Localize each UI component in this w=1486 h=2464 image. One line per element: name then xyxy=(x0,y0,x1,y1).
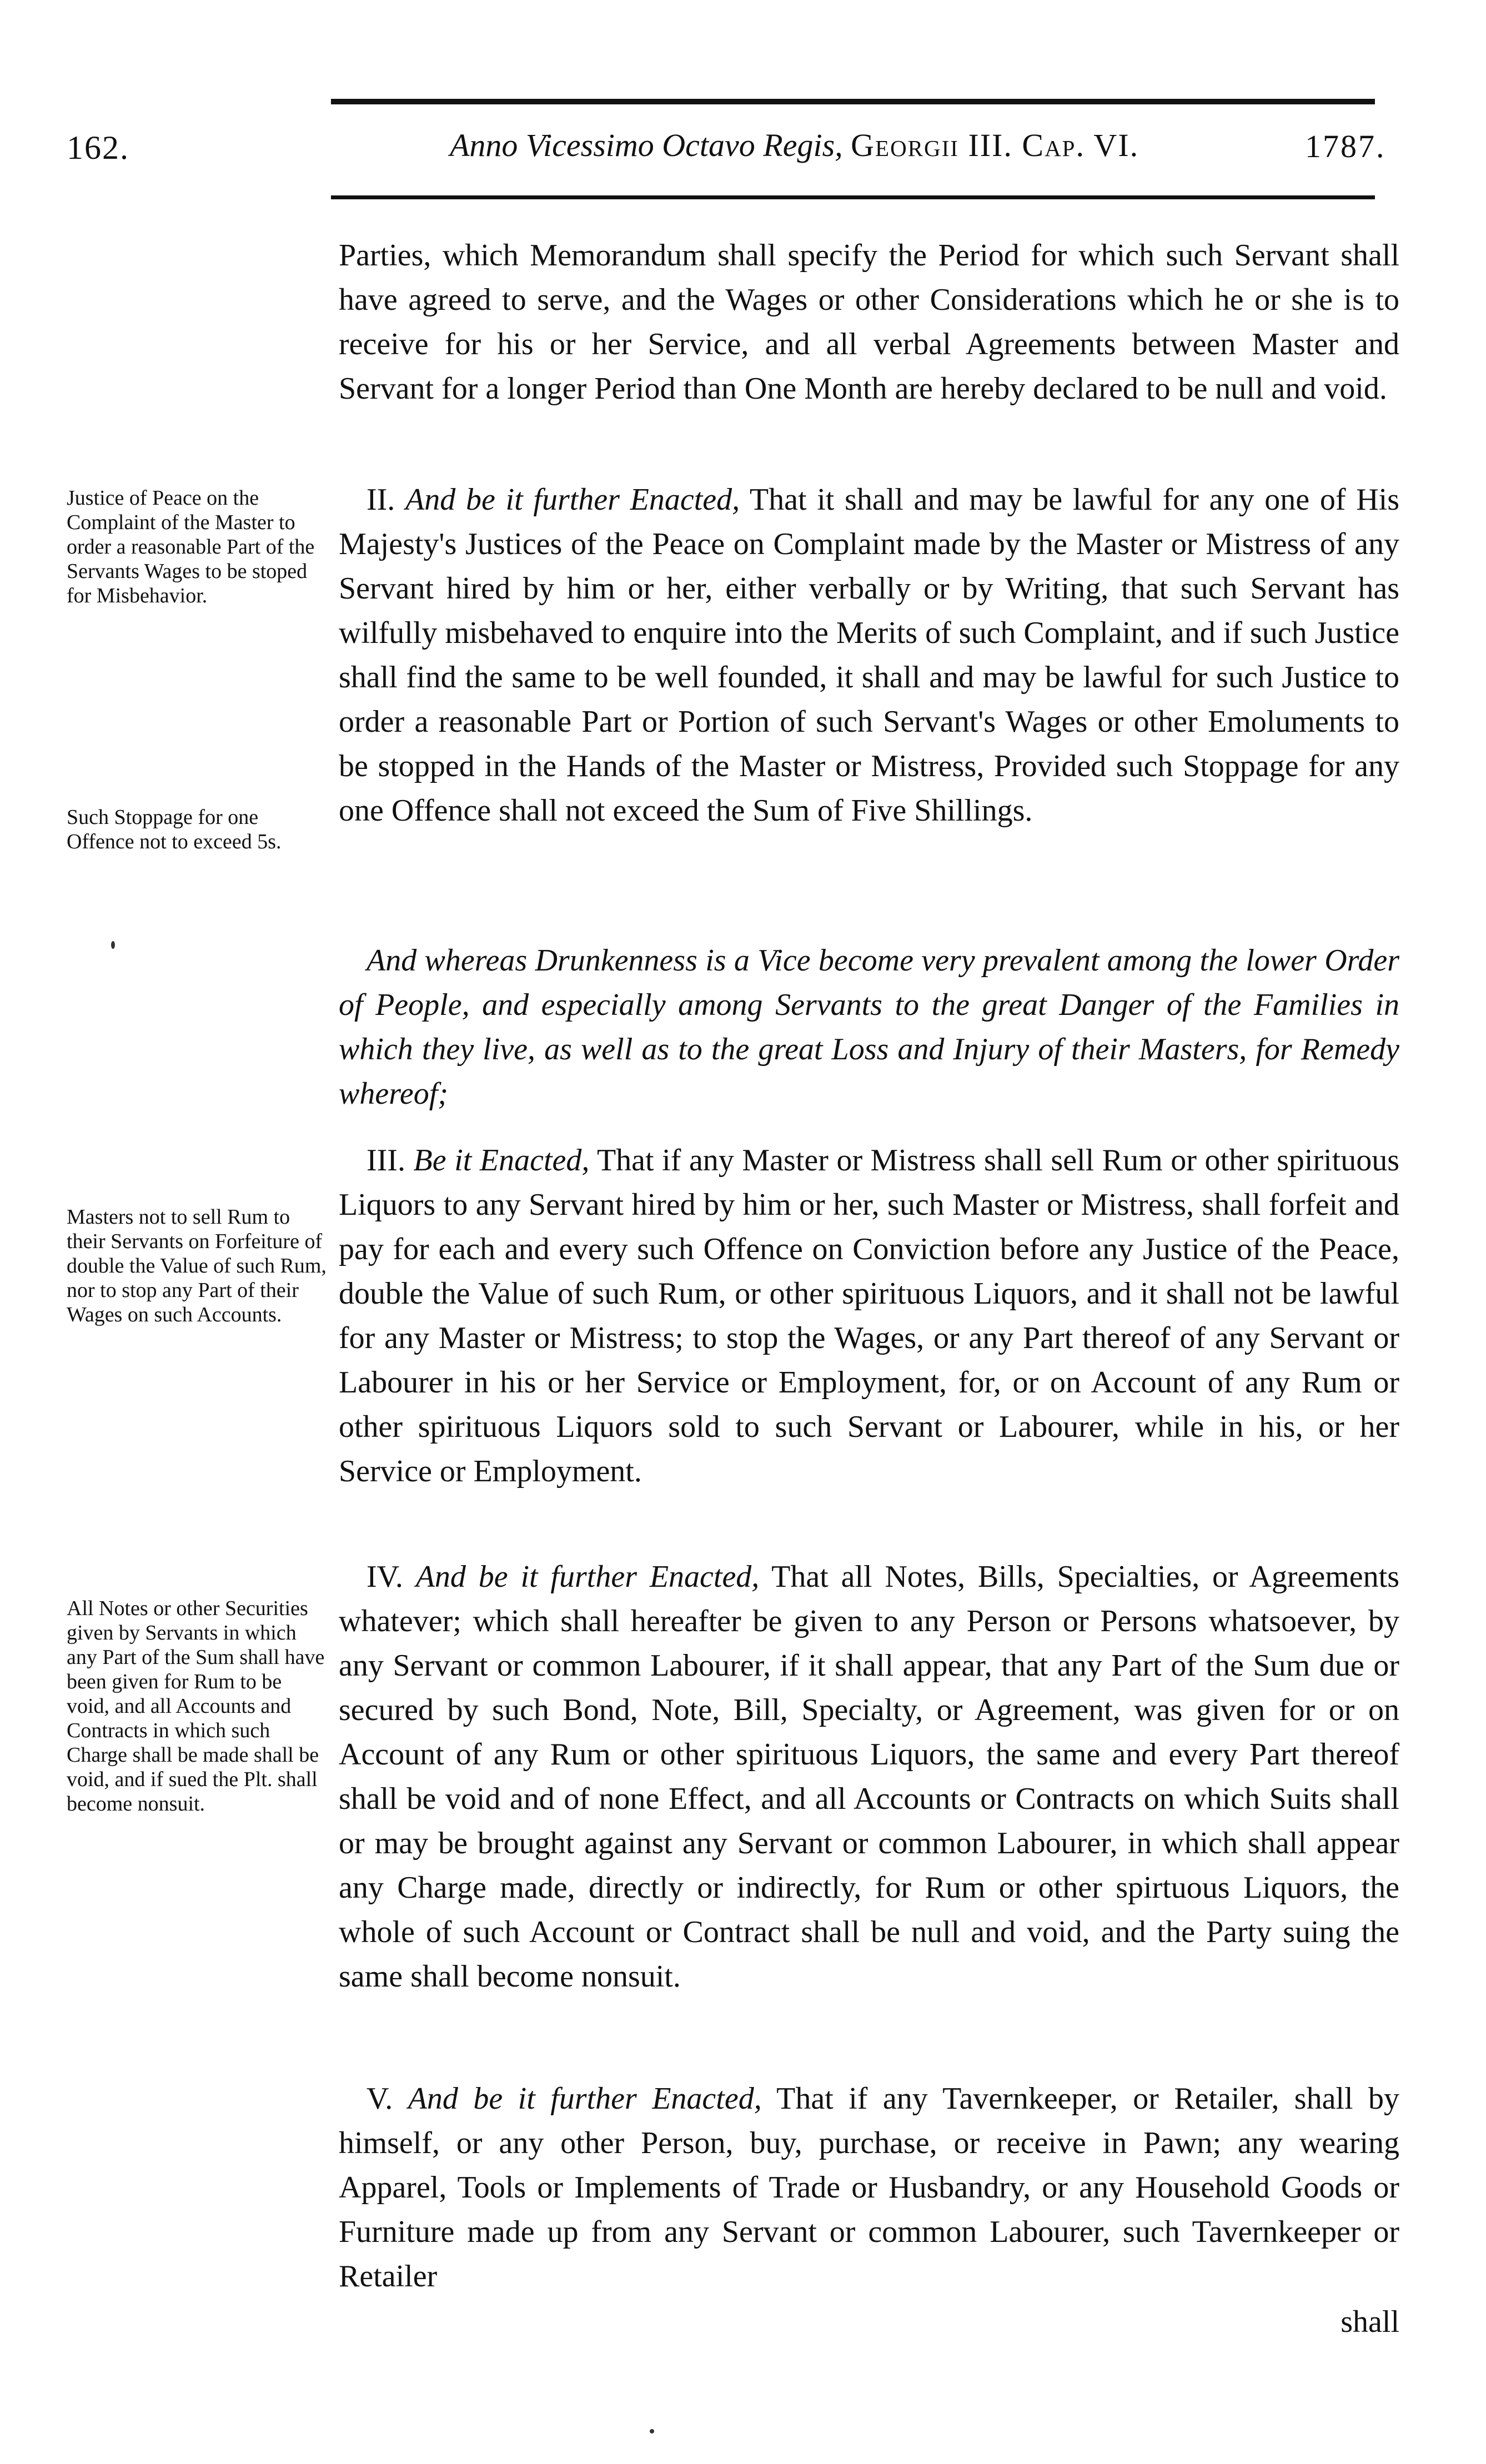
section-v-number: V. xyxy=(367,2081,393,2116)
section-ii xyxy=(339,477,1399,833)
margin-note-stoppage-limit: Such Stoppage for one Offence not to exceed 5s. xyxy=(67,806,282,853)
section-v-text: That if any Tavernkeeper, or Retailer, shall by himself, or any other Person, buy, purchase, or receive in Pawn; any wearing Apparel, Tools or Implements of Trade or Husbandry, or any Household Goods or Furniture made up from any Servant or common Labourer, such Tavernkeeper or Retailer xyxy=(339,2081,1399,2294)
header-rule-top xyxy=(331,99,1375,104)
section-iii-formula: Be it Enacted, xyxy=(413,1143,590,1178)
running-head-year: 1787. xyxy=(1305,128,1386,164)
margin-note-justice-complaint: Justice of Peace on the Complaint of the Master to order a reasonable Part of the Servants Wages to be stoped for Misbehavior. xyxy=(67,486,315,607)
section-iv xyxy=(339,1555,1399,1999)
running-head-regnal-year: Anno Vicessimo Octavo Regis, xyxy=(450,127,843,163)
section-ii-number: II. xyxy=(367,482,395,517)
section-iv-formula: And be it further Enacted, xyxy=(415,1560,760,1594)
section-v-formula: And be it further Enacted, xyxy=(408,2081,762,2116)
section-v xyxy=(339,2076,1399,2299)
running-head-chapter: Georgii III. Cap. VI. xyxy=(851,127,1139,163)
page-number: 162. xyxy=(67,129,129,166)
margin-note-masters-rum: Masters not to sell Rum to their Servants on Forfeiture of double the Value of such Rum, nor to stop any Part of their Wages on such Accounts. xyxy=(67,1205,327,1326)
margin-note-notes-void: All Notes or other Securities given by Servants in which any Part of the Sum shall have been given for Rum to be void, and all Accounts and Contracts in which such Charge shall be made shall be void, and if sued the Plt. shall become nonsuit. xyxy=(67,1597,325,1816)
preamble-drunkenness xyxy=(339,938,1399,1116)
print-speck xyxy=(650,2429,654,2433)
section-iv-text: That all Notes, Bills, Specialties, or Agreements whatever; which shall hereafter be given to any Person or Persons whatsoever, by any Servant or common Labourer, if it shall appear, that any Part of the Sum due or secured by such Bond, Note, Bill, Specialty, or Agreement, was given for or on Account of any Rum or other spirituous Liquors, the same and every Part thereof shall be void and of none Effect, and all Accounts or Contracts on which Suits shall or may be brought against any Servant or common Labourer, in which shall appear any Charge made, directly or indirectly, for Rum or other spirtuous Liquors, the whole of such Account or Contract shall be null and void, and the Party suing the same shall become nonsuit. xyxy=(339,1560,1399,1994)
catchword: shall xyxy=(1341,2305,1399,2339)
section-iii xyxy=(339,1138,1399,1494)
section-ii-text: That it shall and may be lawful for any one of His Majesty's Justices of the Peace on Complaint made by the Master or Mistress of any Servant hired by him or her, either verbally or by Writing, that such Servant has wilfully misbehaved to enquire into the Merits of such Complaint, and if such Justice shall find the same to be well founded, it shall and may be lawful for such Justice to order a reasonable Part or Portion of such Servant's Wages or other Emoluments to be stopped in the Hands of the Master or Mistress, Provided such Stoppage for any one Offence shall not exceed the Sum of Five Shillings. xyxy=(339,482,1400,828)
preamble-drunkenness-text: And whereas Drunkenness is a Vice become very prevalent among the lower Order of People, and especially among Servants to the great Danger of the Families in which they live, as well as to the great Loss and Injury of their Masters, for Remedy whereof; xyxy=(339,943,1399,1111)
section-iii-text: That if any Master or Mistress shall sell Rum or other spirituous Liquors to any Servant hired by him or her, such Master or Mistress, shall forfeit and pay for each and every such Offence on Conviction before any Justice of the Peace, double the Value of such Rum, or other spirituous Liquors, and it shall not be lawful for any Master or Mistress; to stop the Wages, or any Part thereof of any Servant or Labourer in his or her Service or Employment, for, or on Account of any Rum or other spirituous Liquors sold to such Servant or Labourer, while in his, or her Service or Employment. xyxy=(339,1143,1400,1489)
header-rule-bottom xyxy=(331,195,1375,199)
section-iv-number: IV. xyxy=(367,1560,403,1594)
running-head xyxy=(450,127,1386,164)
section-ii-formula: And be it further Enacted, xyxy=(405,482,740,517)
section-iii-number: III. xyxy=(367,1143,405,1178)
paragraph-continuation-text: Parties, which Memorandum shall specify the Period for which such Servant shall have agreed to serve, and the Wages or other Considerations which he or she is to receive for his or her Service, and all verbal Agreements between Master and Servant for a longer Period than One Month are hereby declared to be null and void. xyxy=(339,238,1399,406)
paragraph-continuation xyxy=(339,233,1399,411)
print-speck xyxy=(111,941,115,949)
